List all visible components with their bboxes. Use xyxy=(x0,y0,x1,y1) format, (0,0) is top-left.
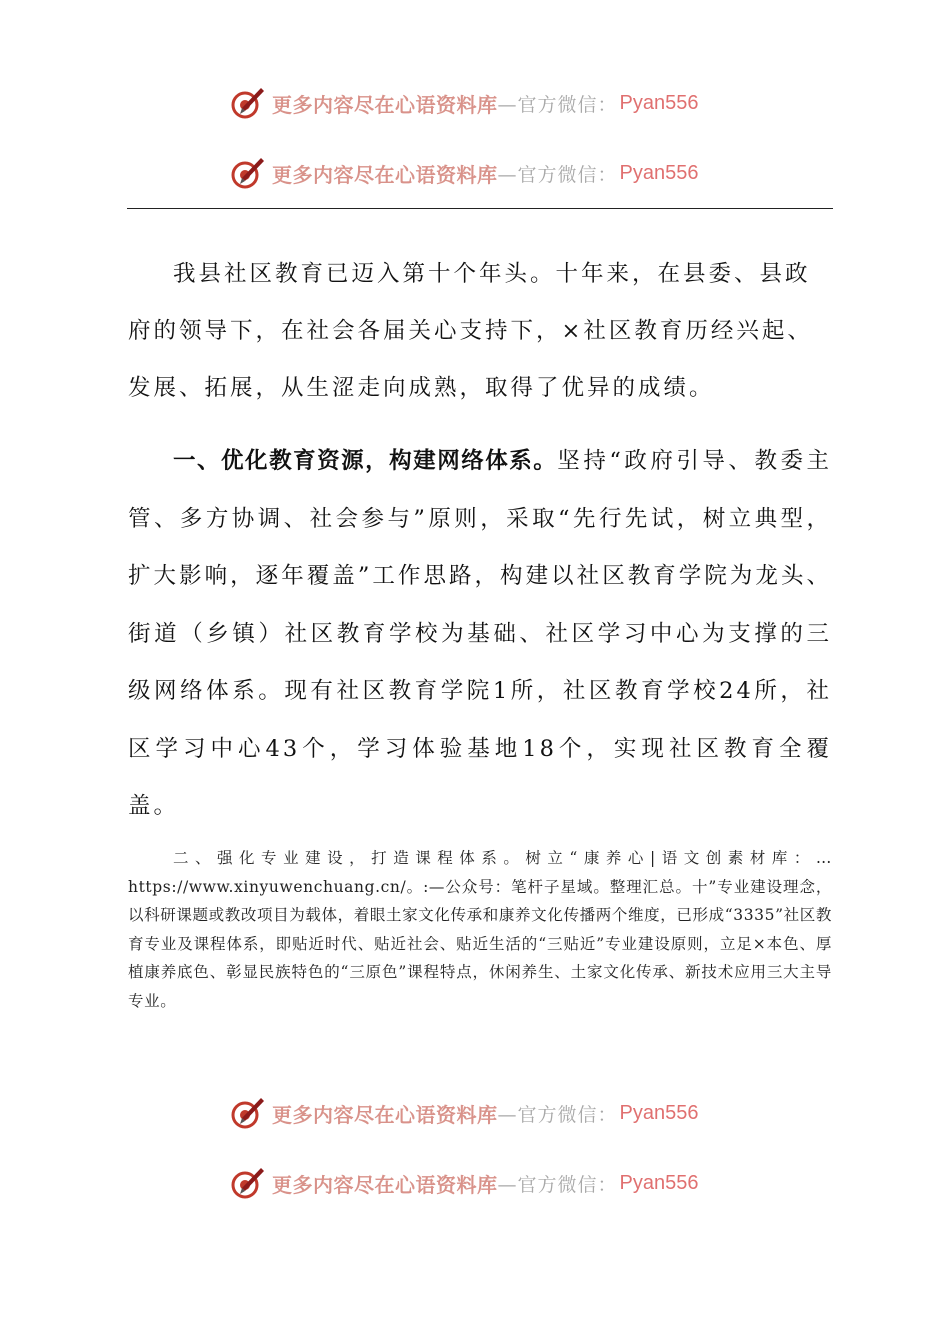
watermark-wechat-id: Pyan556 xyxy=(619,1101,699,1124)
watermark-main-text: 更多内容尽在心语资料库 xyxy=(272,1102,498,1127)
watermark-wechat-id: Pyan556 xyxy=(619,91,699,114)
intro-paragraph: 我县社区教育已迈入第十个年头。十年来，在县委、县政府的领导下，在社会各届关心支持下，×社区教育历经兴起、发展、拓展，从生涩走向成熟，取得了优异的成绩。 xyxy=(128,261,813,401)
watermark-main-text: 更多内容尽在心语资料库 xyxy=(272,92,498,117)
footer-watermark-2 xyxy=(228,1163,698,1203)
footer-watermark-1 xyxy=(228,1093,698,1133)
section-1-body: 坚持“政府引导、教委主管、多方协调、社会参与”原则，采取“先行先试，树立典型，扩大影响，逐年覆盖”工作思路，构建以社区教育学院为龙头、街道（乡镇）社区教育学校为基础、社区学习中心为支撑的三级网络体系。现有社区教育学院1所，社区教育学校24所，社区学习中心43个，学习体验基地18个，实现社区教育全覆盖。 xyxy=(128,448,832,819)
watermark-side-text: —官方微信： xyxy=(497,1173,618,1196)
watermark-side-text: —官方微信： xyxy=(497,1103,618,1126)
pen-logo-icon xyxy=(228,1164,266,1202)
pen-logo-icon xyxy=(228,1094,266,1132)
section-2-paragraph: 二、强化专业建设，打造课程体系。树立“康养心|语文创素材库：…https://www.xinyuwenchuang.cn/。:—公众号：笔杆子星域。整理汇总。十”专业建设理念，以科研课题或教改项目为载体，着眼土家文化传承和康养文化传播两个维度，已形成“3335”社区教育专业及课程体系，即贴近时代、贴近社会、贴近生活的“三贴近”专业建设原则，立足×本色、厚植康养底色、彰显民族特色的“三原色”课程特点，休闲养生、土家文化传承、新技术应用三大主导专业。 xyxy=(128,849,832,1010)
pen-logo-icon xyxy=(228,84,266,122)
section-1-paragraph xyxy=(128,433,832,836)
header-divider xyxy=(127,208,833,209)
pen-logo-icon xyxy=(228,154,266,192)
header-watermark-1 xyxy=(228,83,698,123)
header-watermark-2 xyxy=(228,153,698,193)
watermark-wechat-id: Pyan556 xyxy=(619,1171,699,1194)
watermark-main-text: 更多内容尽在心语资料库 xyxy=(272,1172,498,1197)
watermark-main-text: 更多内容尽在心语资料库 xyxy=(272,162,498,187)
section-1-heading: 一、优化教育资源，构建网络体系。 xyxy=(173,448,558,474)
watermark-side-text: —官方微信： xyxy=(497,93,618,116)
watermark-wechat-id: Pyan556 xyxy=(619,161,699,184)
watermark-side-text: —官方微信： xyxy=(497,163,618,186)
